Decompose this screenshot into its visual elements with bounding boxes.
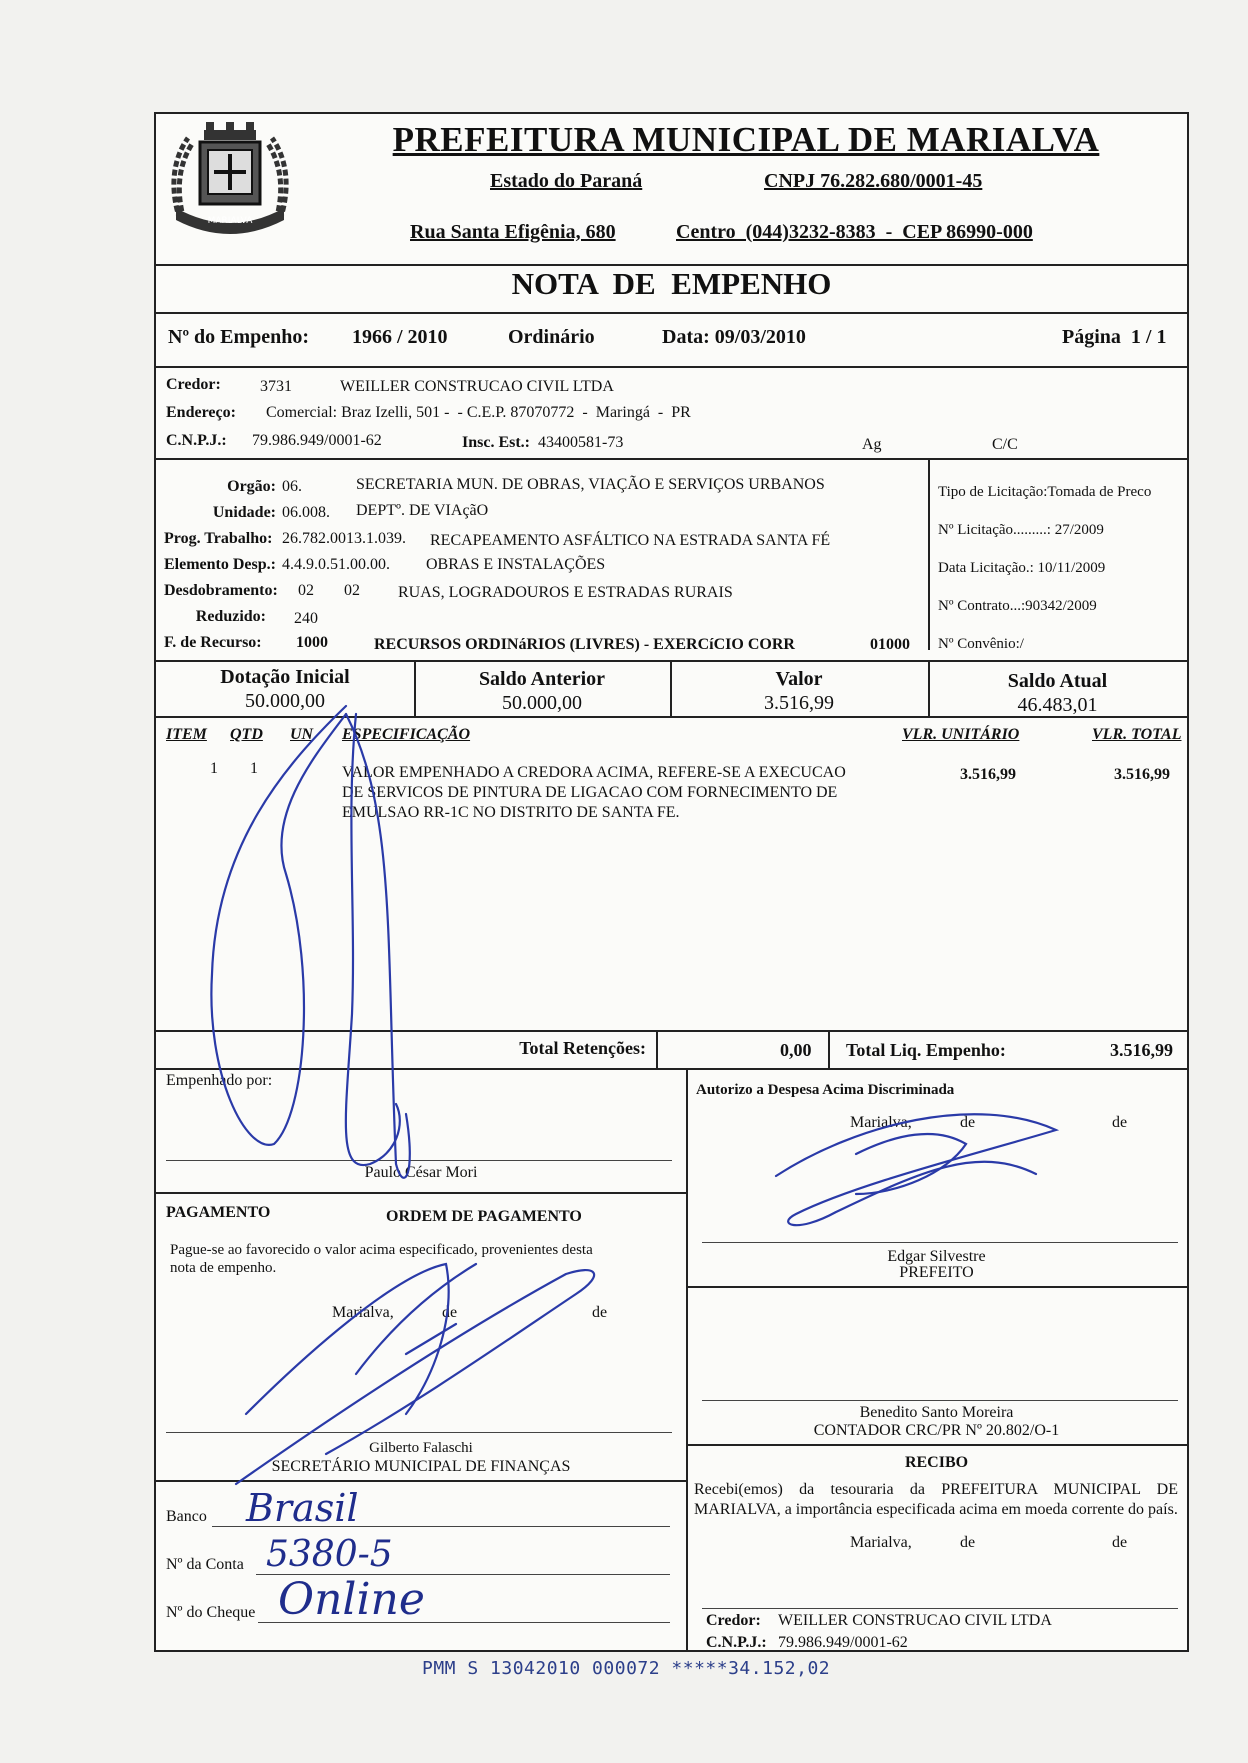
desdobramento-label: Desdobramento: [164,582,278,599]
pagamento-de-1: de [442,1304,458,1321]
saldo-atual-label: Saldo Atual [1007,670,1108,692]
endereco-value: Comercial: Braz Izelli, 501 - - C.E.P. 87070772 - Maringá - PR [266,404,691,421]
dotacao-label: Dotação Inicial [220,666,350,688]
endereco-label: Endereço: [166,404,236,421]
contrato-numero: Nº Contrato...:90342/2009 [938,598,1097,614]
autorizo-city: Marialva, [850,1114,912,1131]
valor-value: 3.516,99 [764,692,834,714]
total-retencoes-value: 0,00 [780,1040,812,1060]
cc-label: C/C [992,436,1018,453]
nota-empenho-form [154,112,1189,1652]
total-retencoes-label: Total Retenções: [519,1038,646,1058]
item-qtd: 1 [250,760,258,777]
orgao-code: 06. [282,478,302,495]
orgao-desc: SECRETARIA MUN. DE OBRAS, VIAÇÃO E SERVIÇOS URBANOS [356,476,825,493]
pagamento-role: SECRETÁRIO MUNICIPAL DE FINANÇAS [271,1458,571,1475]
col-vlr-unitario: VLR. UNITÁRIO [902,726,1020,743]
total-liq-value: 3.516,99 [1110,1040,1173,1060]
unidade-code: 06.008. [282,504,330,521]
empenhado-por-label: Empenhado por: [166,1072,273,1089]
desdobramento-desc: RUAS, LOGRADOUROS E ESTRADAS RURAIS [398,584,733,601]
cheque-label: Nº do Cheque [166,1604,256,1621]
item-spec-line: DE SERVICOS DE PINTURA DE LIGACAO COM FORNECIMENTO DE [342,784,838,801]
item-spec-line: VALOR EMPENHADO A CREDORA ACIMA, REFERE-SE A EXECUCAO [342,764,846,781]
cheque-value: Online [278,1574,425,1625]
cnpj-value: 79.986.949/0001-62 [252,432,382,449]
dotacao-value: 50.000,00 [245,690,325,712]
item-number: 1 [210,760,218,777]
signature-stroke [856,1134,966,1194]
prog-code: 26.782.0013.1.039. [282,530,406,547]
item-vlr-unitario: 3.516,99 [960,766,1016,783]
recurso-code: 1000 [296,634,328,651]
header-cnpj: CNPJ 76.282.680/0001-45 [764,170,983,192]
pagamento-city: Marialva, [332,1304,394,1321]
elemento-code: 4.4.9.0.51.00.00. [282,556,390,573]
autorizo-signer: Edgar Silvestre [887,1248,986,1265]
valor-label: Valor [775,668,823,690]
recurso-label: F. de Recurso: [164,634,262,651]
reduzido-value: 240 [294,610,318,627]
saldo-atual-value: 46.483,01 [1017,694,1098,716]
municipal-crest [166,120,294,236]
credor-code: 3731 [260,378,292,395]
prog-label: Prog. Trabalho: [164,530,273,547]
desdobramento-code-1: 02 [298,582,314,599]
recurso-code-2: 01000 [870,636,910,653]
pagamento-signer: Gilberto Falaschi [369,1440,473,1456]
saldo-anterior-value: 50.000,00 [502,692,582,714]
pagamento-label: PAGAMENTO [166,1204,271,1221]
recibo-credor-label: Credor: [706,1612,761,1629]
elemento-label: Elemento Desp.: [164,556,276,573]
unidade-desc: DEPTº. DE VIAçãO [356,502,489,519]
empenho-number: 1966 / 2010 [352,326,448,348]
col-vlr-total: VLR. TOTAL [1092,726,1182,743]
recibo-text: Recebi(emos) da tesouraria da PREFEITURA MUNICIPAL DE MARIALVA, a importância especificada acima em moeda corrente do país. [694,1481,1178,1518]
conta-label: Nº da Conta [166,1556,244,1573]
header-contact: Centro (044)3232-8383 - CEP 86990-000 [676,221,1033,243]
item-vlr-total: 3.516,99 [1114,766,1170,783]
pagamento-text-line-2: nota de empenho. [170,1260,277,1276]
prog-desc: RECAPEAMENTO ASFÁLTICO NA ESTRADA SANTA FÉ [430,532,831,549]
col-item: ITEM [166,726,207,743]
empenho-type: Ordinário [508,326,595,348]
licitacao-tipo: Tipo de Licitação:Tomada de Preco [938,484,1152,500]
contador-signer: Benedito Santo Moreira [859,1404,1014,1421]
insc-label: Insc. Est.: [462,434,531,451]
contador-role: CONTADOR CRC/PR Nº 20.802/O-1 [813,1422,1060,1439]
total-liq-label: Total Liq. Empenho: [846,1040,1006,1060]
signature-stroke [246,1264,449,1414]
unidade-label: Unidade: [212,504,276,521]
recibo-de-1: de [960,1534,976,1551]
col-especificacao: ESPECIFICAÇÃO [342,726,471,743]
autorizo-label: Autorizo a Despesa Acima Discriminada [696,1082,955,1098]
desdobramento-code-2: 02 [344,582,360,599]
recibo-cnpj-label: C.N.P.J.: [706,1634,767,1651]
ordem-pagamento-label: ORDEM DE PAGAMENTO [386,1208,582,1225]
header-street: Rua Santa Efigênia, 680 [410,221,616,243]
recibo-label: RECIBO [904,1454,969,1471]
licitacao-numero: Nº Licitação.........: 27/2009 [938,522,1104,538]
header-state: Estado do Paraná [490,170,643,192]
licitacao-data: Data Licitação.: 10/11/2009 [938,560,1106,576]
banco-label: Banco [166,1508,207,1525]
convenio-numero: Nº Convênio:/ [938,636,1024,652]
autorizo-de-2: de [1112,1114,1128,1131]
orgao-label: Orgão: [227,478,276,495]
recibo-credor-value: WEILLER CONSTRUCAO CIVIL LTDA [778,1612,1052,1629]
col-un: UN [290,726,314,743]
conta-value: 5380-5 [266,1534,393,1575]
item-spec-line: EMULSAO RR-1C NO DISTRITO DE SANTA FE. [342,804,680,821]
pagamento-text-line-1: Pague-se ao favorecido o valor acima especificado, provenientes desta [170,1242,593,1258]
autorizo-role: PREFEITO [899,1264,974,1281]
banco-value: Brasil [246,1486,359,1530]
crest-ribbon-text: MARIALVA [207,216,253,226]
recibo-cnpj-value: 79.986.949/0001-62 [778,1634,908,1651]
recurso-desc: RECURSOS ORDINáRIOS (LIVRES) - EXERCíCIO CORR [374,636,795,653]
recibo-de-2: de [1112,1534,1128,1551]
header-title: PREFEITURA MUNICIPAL DE MARIALVA [392,120,1100,159]
reduzido-label: Reduzido: [195,608,266,625]
document-title: NOTA DE EMPENHO [511,266,832,301]
pagamento-de-2: de [592,1304,608,1321]
elemento-desc: OBRAS E INSTALAÇÕES [426,556,606,573]
empenho-number-label: Nº do Empenho: [168,326,310,348]
empenho-date: Data: 09/03/2010 [662,326,806,348]
cnpj-label: C.N.P.J.: [166,432,227,449]
page-number: Página 1 / 1 [1062,326,1167,348]
signature-stroke [776,1114,1056,1225]
credor-name: WEILLER CONSTRUCAO CIVIL LTDA [340,378,614,395]
col-qtd: QTD [230,726,263,743]
payment-stamp: PMM S 13042010 000072 *****34.152,02 [422,1658,831,1679]
saldo-anterior-label: Saldo Anterior [478,668,606,690]
ag-label: Ag [862,436,882,453]
credor-label: Credor: [166,376,221,393]
recibo-city: Marialva, [850,1534,912,1551]
autorizo-de-1: de [960,1114,976,1131]
insc-value: 43400581-73 [538,434,624,451]
empenhado-signer: Paulo César Mori [364,1164,478,1181]
